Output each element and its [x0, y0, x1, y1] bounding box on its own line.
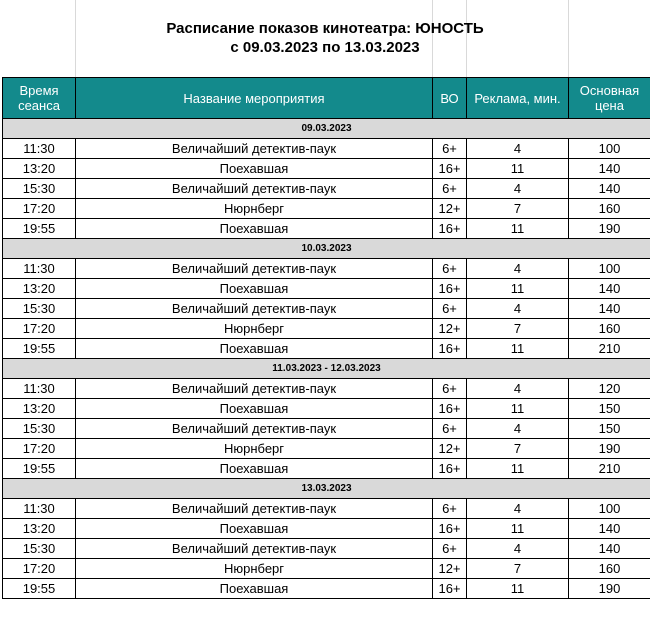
cell-ads[interactable]: 4: [467, 539, 569, 559]
cell-price[interactable]: 150: [569, 399, 650, 419]
cell-event[interactable]: Поехавшая: [76, 339, 433, 359]
table-row: [3, 199, 650, 219]
cell-time[interactable]: 17:20: [3, 319, 76, 339]
cell-event[interactable]: Величайший детектив-паук: [76, 139, 433, 159]
cell-event[interactable]: Поехавшая: [76, 459, 433, 479]
cell-event[interactable]: Поехавшая: [76, 279, 433, 299]
cell-rating[interactable]: 6+: [433, 499, 467, 519]
cell-event[interactable]: Поехавшая: [76, 579, 433, 599]
table-row: [3, 499, 650, 519]
cell-time[interactable]: 11:30: [3, 499, 76, 519]
cell-price[interactable]: 140: [569, 179, 650, 199]
cell-rating[interactable]: 6+: [433, 259, 467, 279]
table-row: [3, 139, 650, 159]
column-header-time[interactable]: Время сеанса: [3, 78, 76, 119]
cell-event[interactable]: Нюрнберг: [76, 559, 433, 579]
cell-rating[interactable]: 16+: [433, 279, 467, 299]
cell-time[interactable]: 17:20: [3, 199, 76, 219]
cell-rating[interactable]: 16+: [433, 399, 467, 419]
column-header-ads-minutes[interactable]: Реклама, мин.: [467, 78, 569, 119]
cell-rating[interactable]: 12+: [433, 439, 467, 459]
table-row: [3, 319, 650, 339]
table-row: [3, 399, 650, 419]
cell-time[interactable]: 17:20: [3, 559, 76, 579]
cell-price[interactable]: 100: [569, 139, 650, 159]
date-section-row: [3, 479, 650, 499]
cell-time[interactable]: 17:20: [3, 439, 76, 459]
table-row: [3, 459, 650, 479]
table-row: [3, 259, 650, 279]
cell-price[interactable]: 150: [569, 419, 650, 439]
cell-ads[interactable]: 4: [467, 379, 569, 399]
table-header-row: [3, 78, 650, 119]
cell-price[interactable]: 160: [569, 199, 650, 219]
cell-ads[interactable]: 11: [467, 219, 569, 239]
cell-ads[interactable]: 7: [467, 319, 569, 339]
table-row: [3, 299, 650, 319]
cell-time[interactable]: 19:55: [3, 339, 76, 359]
cell-time[interactable]: 11:30: [3, 379, 76, 399]
cell-time[interactable]: 15:30: [3, 179, 76, 199]
table-row: [3, 519, 650, 539]
cell-event[interactable]: Нюрнберг: [76, 319, 433, 339]
cell-price[interactable]: 190: [569, 579, 650, 599]
cell-ads[interactable]: 7: [467, 199, 569, 219]
table-row: [3, 419, 650, 439]
cell-rating[interactable]: 6+: [433, 299, 467, 319]
cell-time[interactable]: 13:20: [3, 519, 76, 539]
cell-ads[interactable]: 4: [467, 299, 569, 319]
cell-ads[interactable]: 4: [467, 419, 569, 439]
cell-rating[interactable]: 16+: [433, 579, 467, 599]
cell-rating[interactable]: 6+: [433, 379, 467, 399]
date-section-row: [3, 119, 650, 139]
cell-ads[interactable]: 7: [467, 559, 569, 579]
cell-time[interactable]: 19:55: [3, 579, 76, 599]
title-period: с 09.03.2023 по 13.03.2023: [230, 39, 420, 56]
date-section-label[interactable]: 13.03.2023: [3, 479, 650, 499]
cell-price[interactable]: 140: [569, 159, 650, 179]
cell-ads[interactable]: 11: [467, 339, 569, 359]
cell-price[interactable]: 160: [569, 559, 650, 579]
cell-rating[interactable]: 12+: [433, 319, 467, 339]
cell-ads[interactable]: 4: [467, 179, 569, 199]
date-section-label[interactable]: 10.03.2023: [3, 239, 650, 259]
cell-event[interactable]: Величайший детектив-паук: [76, 299, 433, 319]
column-header-age-rating[interactable]: ВО: [433, 78, 467, 119]
cell-event[interactable]: Поехавшая: [76, 159, 433, 179]
table-row: [3, 159, 650, 179]
date-section-label[interactable]: 09.03.2023: [3, 119, 650, 139]
cell-time[interactable]: 11:30: [3, 139, 76, 159]
cell-ads[interactable]: 4: [467, 139, 569, 159]
cell-rating[interactable]: 12+: [433, 199, 467, 219]
date-section-row: [3, 359, 650, 379]
cell-event[interactable]: Величайший детектив-паук: [76, 379, 433, 399]
cell-ads[interactable]: 11: [467, 519, 569, 539]
cell-rating[interactable]: 16+: [433, 339, 467, 359]
cell-event[interactable]: Величайший детектив-паук: [76, 419, 433, 439]
cell-time[interactable]: 15:30: [3, 539, 76, 559]
schedule-table: [2, 77, 650, 599]
cell-time[interactable]: 13:20: [3, 279, 76, 299]
cell-rating[interactable]: 6+: [433, 179, 467, 199]
table-row: [3, 439, 650, 459]
table-row: [3, 579, 650, 599]
cell-price[interactable]: 190: [569, 219, 650, 239]
cell-event[interactable]: Величайший детектив-паук: [76, 539, 433, 559]
cell-event[interactable]: Поехавшая: [76, 519, 433, 539]
cell-time[interactable]: 19:55: [3, 459, 76, 479]
table-row: [3, 339, 650, 359]
table-row: [3, 379, 650, 399]
cell-ads[interactable]: 4: [467, 259, 569, 279]
cell-event[interactable]: Величайший детектив-паук: [76, 179, 433, 199]
cell-time[interactable]: 15:30: [3, 419, 76, 439]
cell-event[interactable]: Поехавшая: [76, 219, 433, 239]
table-row: [3, 559, 650, 579]
cell-price[interactable]: 120: [569, 379, 650, 399]
cell-price[interactable]: 210: [569, 339, 650, 359]
cell-price[interactable]: 210: [569, 459, 650, 479]
cell-rating[interactable]: 16+: [433, 459, 467, 479]
cell-ads[interactable]: 11: [467, 159, 569, 179]
cell-event[interactable]: Величайший детектив-паук: [76, 259, 433, 279]
cell-time[interactable]: 11:30: [3, 259, 76, 279]
cell-price[interactable]: 160: [569, 319, 650, 339]
cell-ads[interactable]: 11: [467, 579, 569, 599]
cell-ads[interactable]: 11: [467, 399, 569, 419]
cell-rating[interactable]: 16+: [433, 159, 467, 179]
cell-event[interactable]: Поехавшая: [76, 399, 433, 419]
cell-rating[interactable]: 6+: [433, 539, 467, 559]
cell-price[interactable]: 100: [569, 499, 650, 519]
schedule-title: [0, 0, 650, 78]
cell-price[interactable]: 190: [569, 439, 650, 459]
cell-price[interactable]: 140: [569, 299, 650, 319]
column-header-price[interactable]: Основная цена: [569, 78, 650, 119]
cell-event[interactable]: Величайший детектив-паук: [76, 499, 433, 519]
date-section-label[interactable]: 11.03.2023 - 12.03.2023: [3, 359, 650, 379]
title-cinema: Расписание показов кинотеатра: ЮНОСТЬ: [166, 20, 484, 37]
cell-ads[interactable]: 11: [467, 459, 569, 479]
cell-price[interactable]: 140: [569, 279, 650, 299]
cell-rating[interactable]: 12+: [433, 559, 467, 579]
cell-time[interactable]: 19:55: [3, 219, 76, 239]
cell-price[interactable]: 140: [569, 539, 650, 559]
cell-ads[interactable]: 11: [467, 279, 569, 299]
cell-ads[interactable]: 4: [467, 499, 569, 519]
table-row: [3, 179, 650, 199]
date-section-row: [3, 239, 650, 259]
cell-time[interactable]: 13:20: [3, 399, 76, 419]
cell-time[interactable]: 13:20: [3, 159, 76, 179]
cell-ads[interactable]: 7: [467, 439, 569, 459]
table-row: [3, 279, 650, 299]
cell-event[interactable]: Нюрнберг: [76, 199, 433, 219]
cell-time[interactable]: 15:30: [3, 299, 76, 319]
cell-rating[interactable]: 6+: [433, 419, 467, 439]
table-row: [3, 219, 650, 239]
column-header-event[interactable]: Название мероприятия: [76, 78, 433, 119]
table-row: [3, 539, 650, 559]
cell-rating[interactable]: 16+: [433, 219, 467, 239]
cell-price[interactable]: 140: [569, 519, 650, 539]
cell-rating[interactable]: 6+: [433, 139, 467, 159]
cell-rating[interactable]: 16+: [433, 519, 467, 539]
cell-event[interactable]: Нюрнберг: [76, 439, 433, 459]
cell-price[interactable]: 100: [569, 259, 650, 279]
